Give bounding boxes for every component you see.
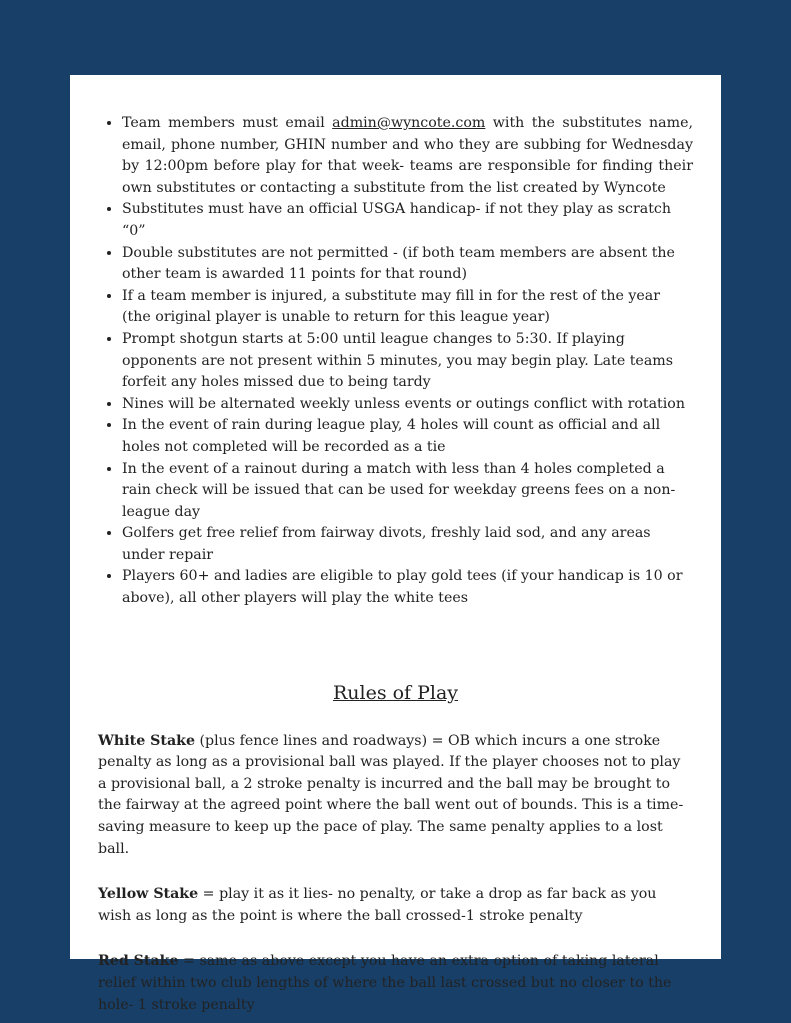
- list-item: • In the event of rain during league play, 4 holes will count as official and all holes not completed will be recorded as a tie: [122, 415, 693, 458]
- list-item: • Substitutes must have an official USGA handicap- if not they play as scratch “0”: [122, 199, 693, 242]
- white-stake-text: (plus fence lines and roadways) = OB which incurs a one stroke penalty as long as a provisional ball was played. If the player chooses not to play a provisional ball, a 2 stroke penalty is incurred and the ball may be brought to the fairway at the agreed point where the ball went out of bounds. This is a time-saving measure to keep up the pace of play. The same penalty applies to a lost ball.: [98, 732, 684, 857]
- document-page: [70, 75, 721, 1013]
- rules-of-play-heading: Rules of Play: [332, 681, 459, 704]
- list-item: • If a team member is injured, a substitute may fill in for the rest of the year (the original player is unable to return for this league year): [122, 286, 693, 329]
- red-stake-paragraph: [98, 951, 693, 1016]
- list-item: • Nines will be alternated weekly unless events or outings conflict with rotation: [122, 394, 693, 416]
- list-item: • Prompt shotgun starts at 5:00 until league changes to 5:30. If playing opponents are not present within 5 minutes, you may begin play. Late teams forfeit any holes missed due to being tardy: [122, 329, 693, 394]
- list-item: [122, 113, 693, 199]
- email-link[interactable]: admin@wyncote.com: [332, 115, 486, 131]
- list-item: • Players 60+ and ladies are eligible to play gold tees (if your handicap is 10 or above), all other players will play the white tees: [122, 566, 693, 609]
- yellow-stake-paragraph: [98, 884, 693, 927]
- league-rules-list: [98, 113, 693, 610]
- red-stake-text: = same as above except you have an extra option of taking lateral relief within two club lengths of where the ball last crossed but no closer to the hole- 1 stroke penalty: [98, 953, 672, 1013]
- yellow-stake-term: Yellow Stake: [98, 886, 199, 903]
- white-stake-term: White Stake: [98, 732, 196, 749]
- list-item: • In the event of a rainout during a match with less than 4 holes completed a rain check will be issued that can be used for weekday greens fees on a non-league day: [122, 459, 693, 524]
- red-stake-term: Red Stake: [98, 953, 179, 970]
- list-item: • Golfers get free relief from fairway divots, freshly laid sod, and any areas under repair: [122, 523, 693, 566]
- white-stake-paragraph: [98, 731, 693, 861]
- list-item: • Double substitutes are not permitted - (if both team members are absent the other team is awarded 11 points for that round): [122, 243, 693, 286]
- list-item-text: with the substitutes name, email, phone number, GHIN number and who they are subbing for Wednesday by 12:00pm before play for that week- teams are responsible for finding their own substitutes or contacting a substitute from the list created by Wyncote: [122, 115, 693, 196]
- yellow-stake-text: = play it as it lies- no penalty, or take a drop as far back as you wish as long as the point is where the ball crossed-1 stroke penalty: [98, 886, 657, 924]
- list-item-text: Team members must email: [122, 115, 333, 131]
